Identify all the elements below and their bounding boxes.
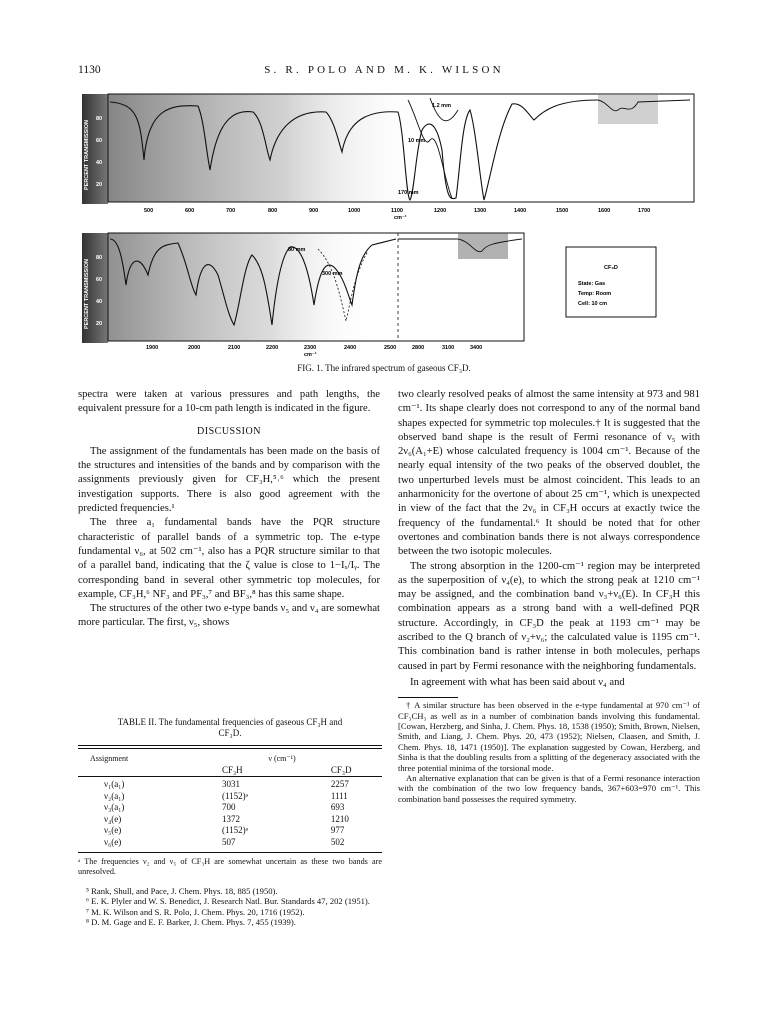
ytick: 80: [96, 255, 103, 261]
reference: ⁷ M. K. Wilson and S. R. Polo, J. Chem. Phys. 20, 1716 (1952).: [86, 906, 305, 917]
xtick: 2100: [228, 345, 241, 351]
reference: ⁵ Rank, Shull, and Pace, J. Chem. Phys. 18, 885 (1950).: [86, 885, 278, 896]
y-axis-label-2: PERCENT TRANSMISSION: [84, 259, 90, 329]
xtick: 2300: [304, 345, 317, 351]
xtick: 600: [185, 208, 195, 214]
annotation: 170 mm: [398, 190, 419, 196]
x-ticks-1: [144, 208, 650, 220]
legend-title: CF₃D: [604, 265, 618, 271]
table-header-row: [78, 765, 382, 777]
legend-row: Temp: Room: [578, 291, 612, 297]
table-ii: [78, 717, 382, 927]
ytick: 80: [96, 116, 103, 122]
xtick: 2200: [266, 345, 279, 351]
legend-box: [566, 247, 656, 317]
table-row: [78, 802, 382, 814]
cell: 1372: [222, 813, 240, 824]
paragraph: two clearly resolved peaks of almost the same intensity at 973 and 981 cm⁻¹. Its shape clearly does not correspond to any of the normal band shapes expected for symmetric top molecules.† It is suggested that the observed band shape is the result of Fermi resonance of ν₅ with 2ν₆(A₁+E) whose calculated frequency is 1004 cm⁻¹. Because of the nearly equal intensity of the two peaks of the observed doublet, the two unperturbed levels must be almost coincident. This leads to an anharmonicity for the overtone of about 25 cm⁻¹, which is unexpected in view of the fact that the 2ν₆ in CF₃H occurs at exactly twice the frequency of the fundamental.⁶ It should be noted that for other overtones and combination bands there is not always correspondence between the two isotopic molecules.: [398, 389, 700, 558]
col-unit: ν (cm⁻¹): [268, 754, 296, 763]
spectrum-panel-2: [78, 225, 698, 360]
xtick: 1300: [474, 208, 487, 214]
xtick: 1600: [598, 208, 611, 214]
left-column: [78, 388, 380, 631]
xtick: 1500: [556, 208, 569, 214]
paragraph: The structures of the other two e-type bands ν₅ and ν₄ are somewhat more particular. The first, ν₅, shows: [78, 603, 380, 629]
table-row: [78, 791, 382, 803]
xtick: 2500: [384, 345, 397, 351]
xtick: 700: [226, 208, 236, 214]
cell: 693: [330, 802, 345, 812]
footnote: † A similar structure has been observed in the e-type fundamental at 970 cm⁻¹ of CF₃CH₃ as well as in a number of combination bands involving this fundamental. [Cowan, Herzberg, and Sinha, J. Chem. Phys. 18, 1538 (1950); Smith, Brown, Nielsen, Smith, and Liang, J. Chem. Phys. 20, 473 (1952); Nielsen, Claasen, and Smith, J. Chem. Phys. 18, 1471 (1950)]. The explanation suggested by Cowan, Herzberg, and Sinha is that the doubling results from a splitting of the degeneracy associated with the three potential minima of the torsional mode.: [398, 700, 700, 773]
x-ticks-2: [146, 345, 482, 358]
table-row: [78, 825, 382, 837]
annotation: 1.2 mm: [432, 103, 451, 109]
annotation: 300 mm: [322, 271, 343, 277]
table-header-row: [78, 749, 382, 765]
cell: ν₆(e): [104, 836, 122, 847]
cell: 2257: [330, 779, 349, 789]
cell: ν₄(e): [104, 813, 122, 824]
paragraph: The three a₁ fundamental bands have the PQR structure characteristic of parallel bands of a symmetric top. The e-type fundamental ν₆, at 502 cm⁻¹, also has a PQR structure similar to that of a parallel band, indicating that the ζ value is close to 1−Iₓ/Iᵧ. The corresponding band in several other symmetric top molecules, for example, CF₃H,⁶ NF₃ and PF₃,⁷ and BF₃,⁸ has this same shape.: [78, 517, 380, 600]
reference: ⁶ E. K. Plyler and W. S. Benedict, J. Research Natl. Bur. Standards 47, 202 (1951).: [86, 896, 370, 907]
xtick: 1400: [514, 208, 527, 214]
xtick: 500: [144, 208, 154, 214]
footnote-rule: [398, 697, 458, 698]
col-cf3h: CF₃H: [222, 764, 243, 775]
cell: ν₅(e): [104, 825, 122, 835]
legend-row: Cell: 10 cm: [578, 301, 608, 307]
legend-row: State: Gas: [578, 281, 606, 287]
ytick: 60: [96, 138, 103, 144]
cell: ν₁(a₁): [104, 779, 125, 789]
running-head: S. R. POLO AND M. K. WILSON: [264, 64, 504, 76]
ytick: 20: [96, 182, 103, 188]
cell: 1111: [330, 790, 348, 801]
footnote: An alternative explanation that can be given is that of a Fermi resonance interaction with the combination of the two low frequency bands, 367+603=970 cm⁻¹. This combination band possesses the required symmetry.: [398, 773, 700, 804]
annotation: 80 mm: [288, 247, 306, 253]
ytick: 60: [96, 277, 103, 283]
figure-caption: FIG. 1. The infrared spectrum of gaseous CF₃D.: [297, 363, 471, 373]
ytick: 40: [96, 160, 103, 166]
cell: 507: [222, 836, 236, 847]
x-unit-2: cm⁻¹: [304, 352, 317, 358]
paragraph: The strong absorption in the 1200-cm⁻¹ region may be interpreted as the superposition of ν₄(e), to which the strong peak at 1210 cm⁻¹ may be assigned, and the combination band ν₃+ν₆(E). In CF₃H this combination appears as a strong band with a well-defined PQR structure. Accordingly, in CF₃D the peak at 1193 cm⁻¹ may be ascribed to the Q branch of ν₂+ν₆; the calculated value is 1195 cm⁻¹. This combination band is rather intense in both molecules, perhaps caused in part by Fermi resonance with the neighboring fundamentals.: [398, 560, 700, 672]
xtick: 1700: [638, 208, 651, 214]
xtick: 2000: [188, 345, 201, 351]
xtick: 2400: [344, 345, 357, 351]
xtick: 1000: [348, 208, 361, 214]
xtick: 1900: [146, 345, 159, 351]
ytick: 40: [96, 299, 103, 305]
spectrum-panel-1: [78, 90, 698, 220]
ytick: 20: [96, 321, 103, 327]
cell: 977: [330, 825, 345, 835]
xtick: 1100: [391, 208, 403, 214]
table-rule: [78, 852, 382, 853]
table-row: [78, 837, 382, 849]
cell: (1152)ᵃ: [222, 825, 249, 835]
cell: 3031: [222, 779, 240, 789]
table-title: TABLE II. The fundamental frequencies of gaseous CF₃H and CF₃D.: [117, 717, 343, 738]
cell: 502: [330, 836, 345, 847]
right-column: [398, 388, 700, 804]
xtick: 900: [309, 208, 319, 214]
cell: 700: [222, 802, 236, 812]
xtick: 800: [268, 208, 278, 214]
table-body: [78, 749, 382, 848]
chart-shade: [108, 233, 378, 341]
col-assignment: Assignment: [90, 754, 129, 763]
cell: 1210: [330, 813, 349, 824]
cell: ν₃(a₁): [104, 802, 125, 812]
table-note: ᵃ The frequencies ν₂ and ν₅ of CF₃H are somewhat uncertain as these two bands are unresolved.: [78, 857, 382, 877]
paragraph: The assignment of the fundamentals has been made on the basis of the structures and intensities of the bands and by comparison with the assignments previously given for CF₃H,⁵˒⁶ which the present investigation supports. There is also good agreement with the predicted frequencies.¹: [78, 445, 380, 515]
col-cf3d: CF₃D: [330, 764, 352, 775]
cell: (1152)ᵃ: [222, 790, 249, 801]
references: [78, 886, 382, 928]
xtick: 3400: [470, 345, 483, 351]
xtick: 3100: [442, 345, 455, 351]
cell: ν₂(a₁): [104, 790, 125, 801]
section-heading: DISCUSSION: [197, 425, 261, 437]
chart-shade-right: [458, 233, 508, 259]
xtick: 1200: [434, 208, 447, 214]
paragraph: In agreement with what has been said about ν₄ and: [410, 676, 625, 688]
table-row: [78, 779, 382, 791]
table-row: [78, 814, 382, 826]
x-unit-1: cm⁻¹: [394, 215, 407, 220]
blank-cell: [78, 765, 182, 777]
annotation: 10 mm: [408, 138, 426, 144]
footnotes: [398, 700, 700, 804]
chart-shade: [108, 94, 428, 202]
paragraph: spectra were taken at various pressures and path lengths, the equivalent pressure for a 10-cm path length is indicated in the figure.: [78, 389, 380, 415]
page-number: 1130: [78, 64, 101, 76]
reference: ⁸ D. M. Gage and E. F. Barker, J. Chem. Phys. 7, 455 (1939).: [86, 917, 296, 928]
y-axis-label-1: PERCENT TRANSMISSION: [84, 120, 90, 190]
xtick: 2800: [412, 345, 425, 351]
